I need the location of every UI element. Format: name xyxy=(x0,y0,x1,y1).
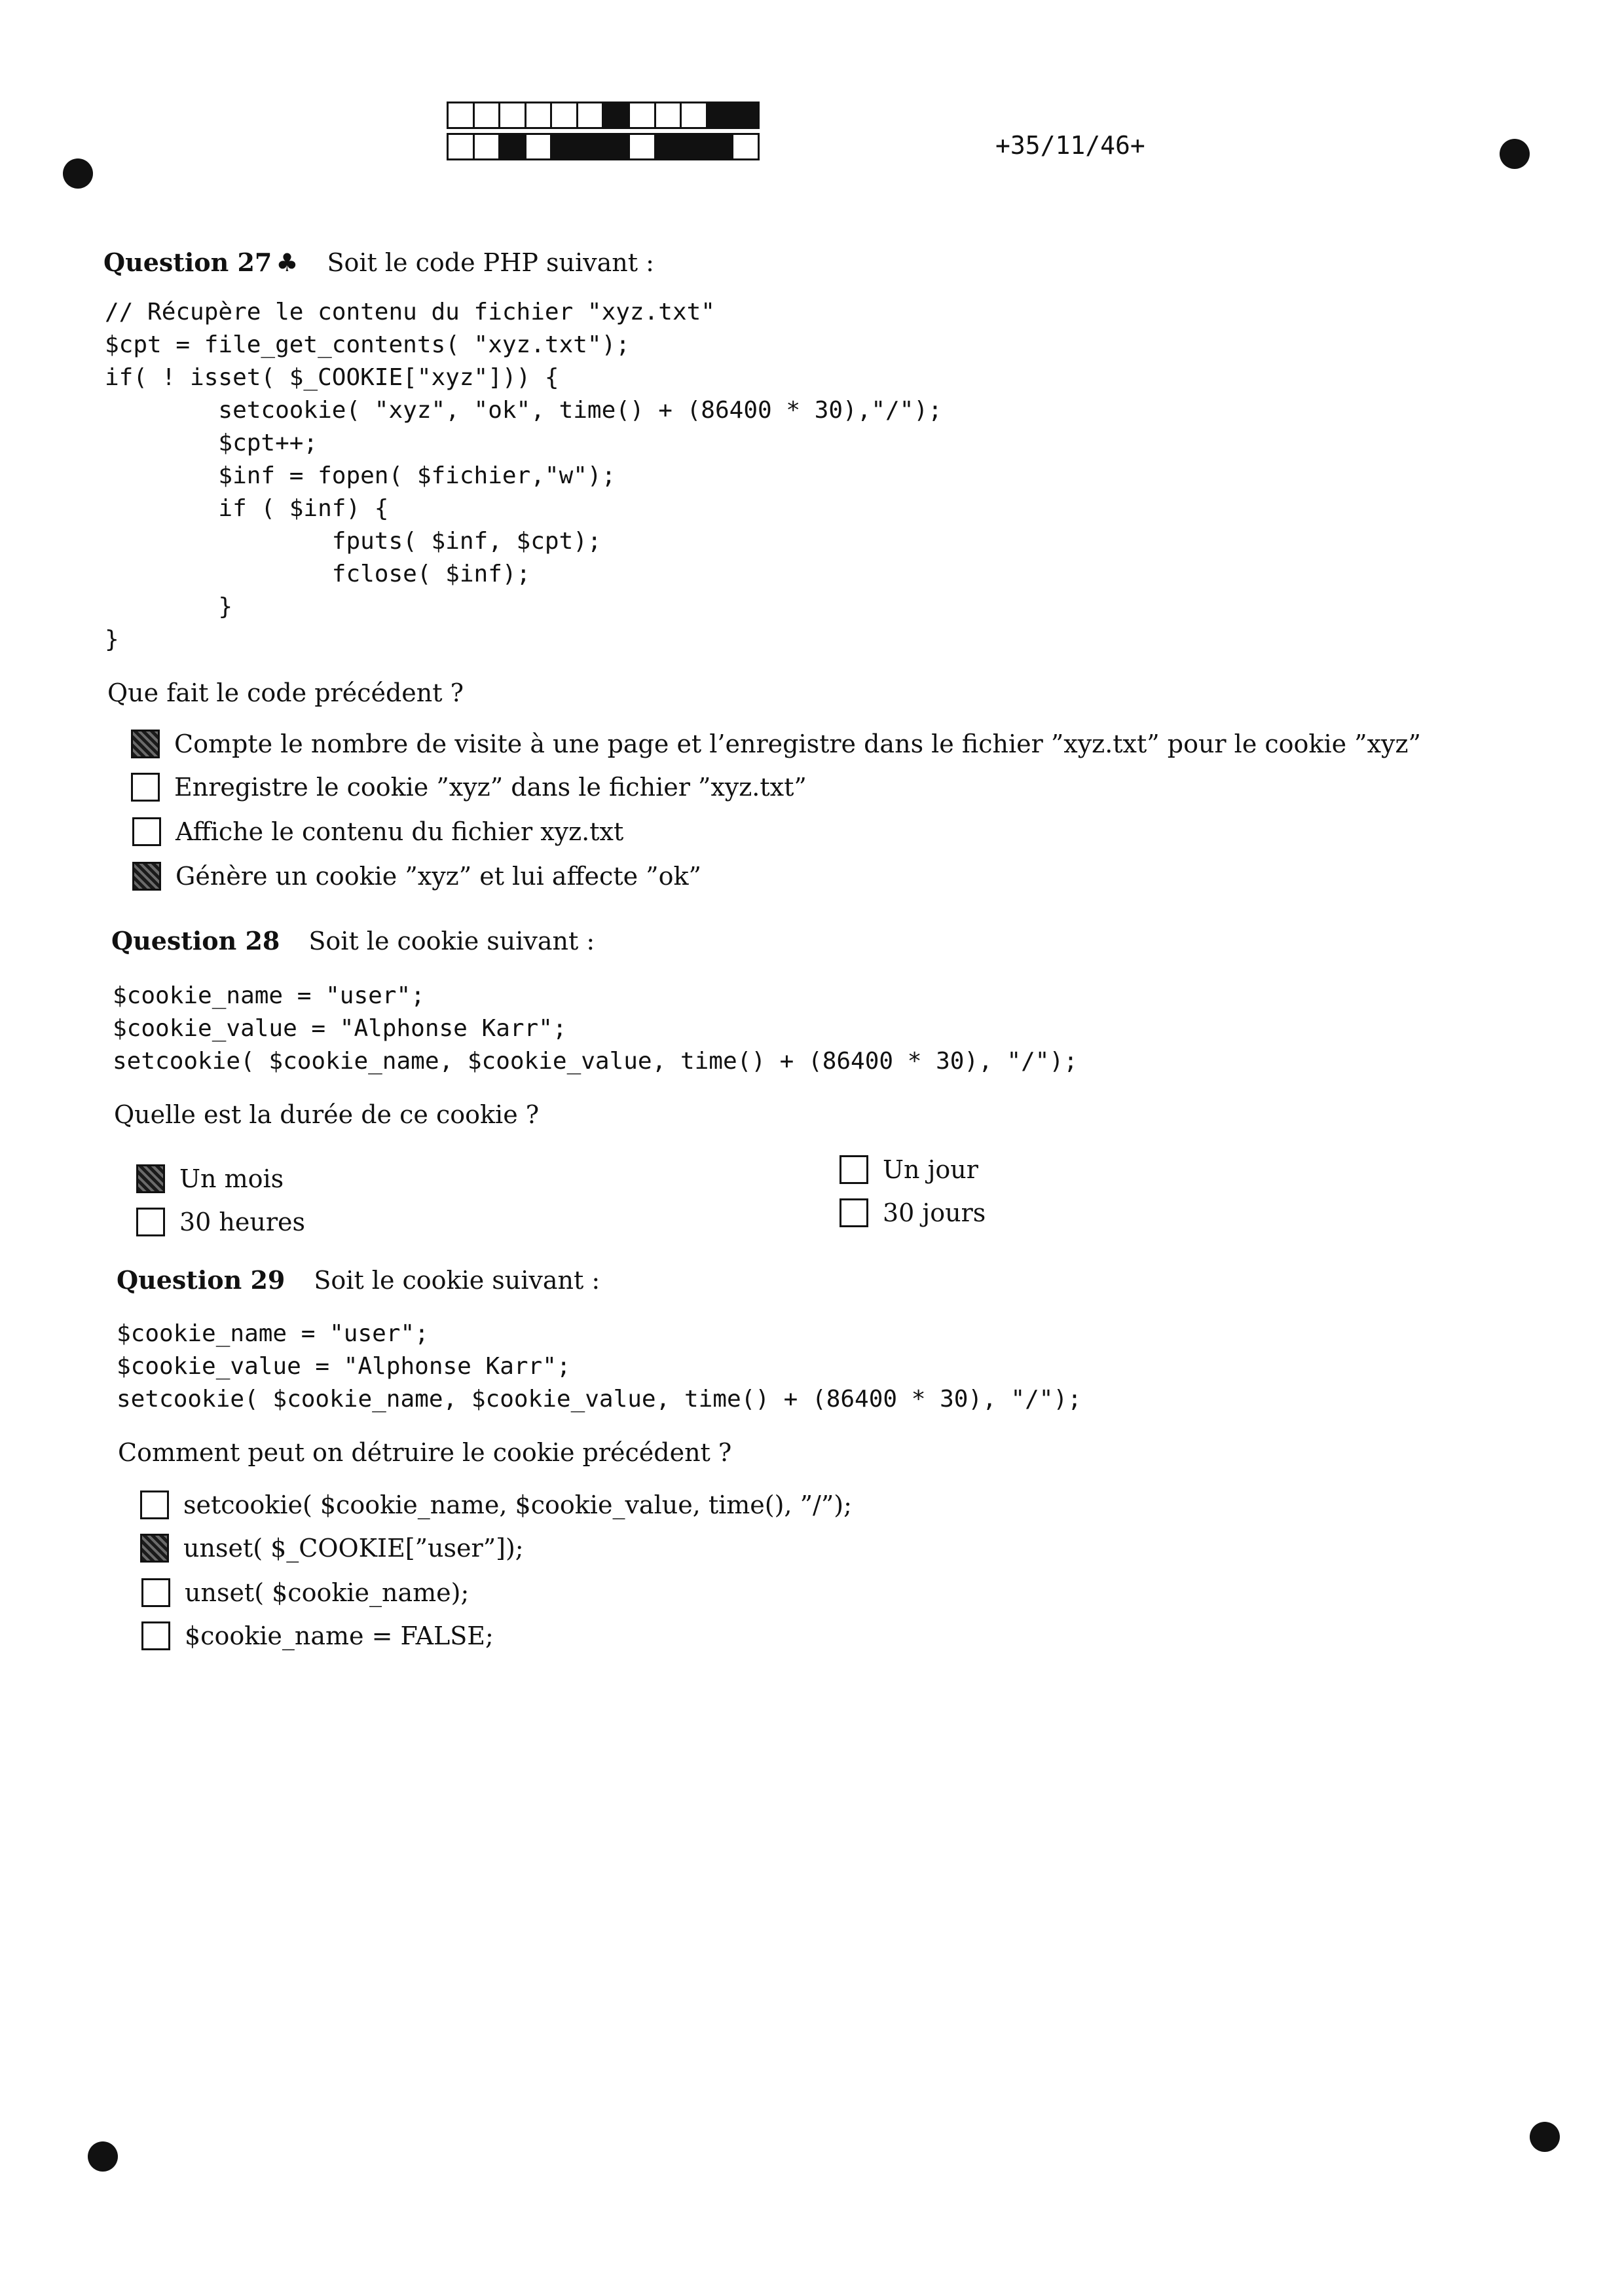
barcode-cell xyxy=(630,103,656,127)
barcode-cell xyxy=(552,135,578,158)
option-label: Affiche le contenu du fichier xyz.txt xyxy=(175,817,624,846)
q27-option-3[interactable] xyxy=(132,817,623,846)
barcode-cell xyxy=(708,103,734,127)
question-28-number: Question 28 xyxy=(111,926,280,955)
registration-mark-bottom-right xyxy=(1530,2122,1560,2152)
option-label: Un jour xyxy=(883,1155,978,1184)
registration-mark-top-left xyxy=(63,158,93,189)
q28-option-3[interactable] xyxy=(840,1155,978,1184)
registration-mark-top-right xyxy=(1500,139,1530,169)
question-29-number: Question 29 xyxy=(117,1265,286,1295)
barcode-cell xyxy=(656,103,682,127)
option-label: unset( $cookie_name); xyxy=(185,1578,470,1607)
question-28-intro: Soit le cookie suivant : xyxy=(308,927,595,955)
question-29-header xyxy=(117,1265,600,1295)
option-label: 30 jours xyxy=(883,1198,986,1227)
question-28-code: $cookie_name = "user"; $cookie_value = "Alphonse Karr"; setcookie( $cookie_name, $cookie_value, time() + (86400 * 30), "/"); xyxy=(113,982,1078,1075)
checkbox[interactable] xyxy=(840,1198,868,1227)
checkbox[interactable] xyxy=(131,730,160,758)
checkbox[interactable] xyxy=(141,1578,170,1607)
barcode-cell xyxy=(578,135,604,158)
question-29-prompt: Comment peut on détruire le cookie précédent ? xyxy=(118,1438,732,1467)
barcode xyxy=(447,102,760,162)
q29-option-4[interactable] xyxy=(141,1621,494,1650)
barcode-cell xyxy=(604,103,630,127)
barcode-cell xyxy=(449,135,475,158)
barcode-cell xyxy=(552,103,578,127)
barcode-cell xyxy=(630,135,656,158)
q28-option-4[interactable] xyxy=(840,1198,986,1227)
q27-option-2[interactable] xyxy=(131,773,807,802)
option-label: setcookie( $cookie_name, $cookie_value, time(), ”/”); xyxy=(183,1491,852,1519)
barcode-cell xyxy=(449,103,475,127)
barcode-cell xyxy=(500,103,526,127)
barcode-cell xyxy=(733,103,758,127)
barcode-cell xyxy=(475,135,501,158)
barcode-cell xyxy=(604,135,630,158)
checkbox[interactable] xyxy=(132,817,161,846)
barcode-cell xyxy=(682,135,708,158)
option-label: Compte le nombre de visite à une page et l’enregistre dans le fichier ”xyz.txt” pour le cookie ”xyz” xyxy=(174,730,1421,758)
question-28-prompt: Quelle est la durée de ce cookie ? xyxy=(114,1100,540,1129)
barcode-cell xyxy=(708,135,734,158)
barcode-cell xyxy=(526,103,553,127)
q28-option-2[interactable] xyxy=(136,1208,305,1236)
q29-option-2[interactable] xyxy=(140,1534,524,1563)
question-27-code: // Récupère le contenu du fichier "xyz.txt" $cpt = file_get_contents( "xyz.txt"); if( ! isset( $_COOKIE["xyz"])) { setcookie( "xyz", "ok", time() + (86400 * 30),"/"); $cpt++; $inf = fopen( $fichier,"w"); if ( $inf) { fputs( $inf, $cpt); fclose( $inf); } } xyxy=(105,299,942,653)
question-29-code: $cookie_name = "user"; $cookie_value = "Alphonse Karr"; setcookie( $cookie_name, $cookie_value, time() + (86400 * 30), "/"); xyxy=(117,1320,1082,1413)
q28-option-1[interactable] xyxy=(136,1164,284,1193)
checkbox[interactable] xyxy=(140,1534,169,1563)
q29-option-3[interactable] xyxy=(141,1578,469,1607)
question-27-number-text: Question 27 xyxy=(103,248,272,277)
checkbox[interactable] xyxy=(136,1164,165,1193)
checkbox[interactable] xyxy=(131,773,160,802)
checkbox[interactable] xyxy=(141,1621,170,1650)
barcode-cell xyxy=(475,103,501,127)
question-27-prompt: Que fait le code précédent ? xyxy=(107,678,464,707)
option-label: Un mois xyxy=(179,1164,284,1193)
barcode-cell xyxy=(500,135,526,158)
question-27-intro: Soit le code PHP suivant : xyxy=(327,248,654,277)
checkbox[interactable] xyxy=(132,862,161,891)
barcode-row-2 xyxy=(447,133,760,160)
checkbox[interactable] xyxy=(136,1208,165,1236)
q27-option-4[interactable] xyxy=(132,862,701,891)
barcode-cell xyxy=(578,103,604,127)
barcode-cell xyxy=(682,103,708,127)
question-28-header xyxy=(111,926,595,955)
barcode-cell xyxy=(656,135,682,158)
barcode-cell xyxy=(733,135,758,158)
checkbox[interactable] xyxy=(140,1491,169,1519)
q29-option-1[interactable] xyxy=(140,1491,852,1519)
page-id: +35/11/46+ xyxy=(995,131,1145,160)
option-label: Enregistre le cookie ”xyz” dans le fichier ”xyz.txt” xyxy=(174,773,807,802)
question-27-header xyxy=(103,248,654,277)
registration-mark-bottom-left xyxy=(88,2141,118,2172)
barcode-row-1 xyxy=(447,102,760,129)
option-label: $cookie_name = FALSE; xyxy=(185,1621,494,1650)
checkbox[interactable] xyxy=(840,1155,868,1184)
option-label: unset( $_COOKIE[”user”]); xyxy=(183,1534,524,1563)
option-label: 30 heures xyxy=(179,1208,306,1236)
question-27-number xyxy=(103,248,298,277)
barcode-cell xyxy=(526,135,553,158)
question-29-intro: Soit le cookie suivant : xyxy=(314,1266,600,1295)
club-icon: ♣ xyxy=(276,248,299,277)
q27-option-1[interactable] xyxy=(131,730,1421,758)
option-label: Génère un cookie ”xyz” et lui affecte ”ok” xyxy=(175,862,701,891)
